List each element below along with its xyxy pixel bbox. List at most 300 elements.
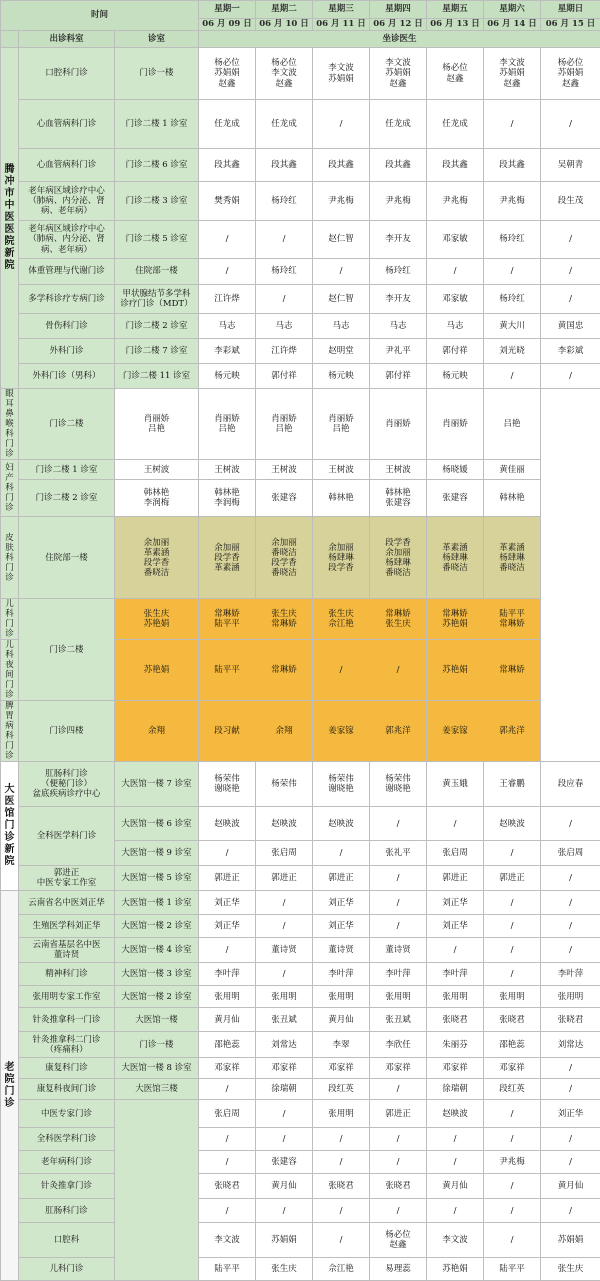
day-weekday: 星期六 (485, 4, 539, 14)
doctor-cell (199, 986, 256, 1008)
campus-label-line: 门 (1, 820, 18, 832)
doctor-cell (370, 701, 427, 762)
doctor-name-line: 段其鑫 (428, 160, 482, 170)
doctor-cell (427, 1079, 484, 1100)
doctor-cell (370, 1128, 427, 1151)
doctor-cell (199, 314, 256, 339)
doctor-name-line: 余翔 (116, 726, 197, 736)
doctor-name-line: 邓家祥 (257, 1063, 311, 1073)
table-row (1, 314, 600, 339)
doctor-cell (370, 866, 427, 891)
doctor-cell (427, 48, 484, 100)
doctor-name-line: 赵映波 (257, 819, 311, 829)
dept-cell: 生殖医学科刘正华 (19, 915, 115, 938)
room-cell: 大医馆一楼 2 诊室 (115, 915, 199, 938)
doctor-cell (370, 339, 427, 364)
doctor-name-line: 李叶萍 (314, 969, 368, 979)
doctor-cell (484, 149, 541, 182)
doctor-name-line: / (542, 1157, 599, 1167)
doctor-name-line: 段生茂 (542, 196, 599, 206)
table-row (1, 938, 600, 963)
doctor-cell (370, 182, 427, 221)
doctor-name-line: 李叶萍 (428, 969, 482, 979)
doctor-cell (370, 1199, 427, 1223)
doctor-name-line: 杨肆琳 (428, 553, 482, 563)
doctor-cell (427, 339, 484, 364)
doctor-cell (256, 1128, 313, 1151)
doctor-name-line: 郭进正 (314, 873, 368, 883)
doctor-name-line: 段其鑫 (257, 160, 311, 170)
doctor-cell (313, 1032, 370, 1058)
doctor-cell (427, 1058, 484, 1079)
doctor-name-line: 谢晓艳 (200, 784, 254, 794)
doctor-cell (427, 891, 484, 915)
doctor-name-line: 杨玲红 (257, 266, 311, 276)
doctor-name-line: 任龙成 (371, 119, 425, 129)
doctor-cell (541, 149, 600, 182)
doctor-name-line: 杨必位 (371, 1230, 425, 1240)
table-row (1, 389, 600, 460)
day-date: 06 月 09 日 (199, 19, 256, 31)
doctor-name-line: / (200, 945, 254, 955)
doctor-name-line: 李叶萍 (542, 969, 599, 979)
doctor-cell (370, 762, 427, 807)
doctor-cell (541, 100, 600, 149)
doctor-name-line: 邓家祥 (371, 1063, 425, 1073)
doctor-cell (256, 314, 313, 339)
doctor-name-line: 黄月仙 (428, 1181, 482, 1191)
doctor-name-line: / (257, 898, 311, 908)
doctor-name-line: / (542, 819, 599, 829)
doctor-name-line: 黄玉娥 (428, 779, 482, 789)
doctor-cell (484, 640, 541, 701)
doctor-name-line: / (542, 1063, 599, 1073)
doctor-name-line: 佘江艳 (314, 619, 368, 629)
doctor-cell (541, 1100, 600, 1128)
doctor-cell (313, 285, 370, 314)
doctor-cell (370, 364, 427, 389)
dept-cell: 骨伤科门诊 (19, 314, 115, 339)
dept-cell: 心血管病科门诊 (19, 100, 115, 149)
doctor-name-line: 任龙成 (200, 119, 254, 129)
doctor-cell (256, 149, 313, 182)
doctor-name-line: / (314, 1206, 368, 1216)
doctor-cell (199, 807, 256, 841)
doctor-cell (541, 1032, 600, 1058)
doctor-cell (313, 963, 370, 986)
doctor-cell (313, 339, 370, 364)
table-row (1, 517, 600, 599)
doctor-cell (313, 221, 370, 259)
doctor-name-line: 邓家祥 (485, 1063, 539, 1073)
doctor-name-line: 李彩斌 (542, 346, 599, 356)
doctor-name-line: / (485, 266, 539, 276)
time-header: 时间 (1, 1, 199, 31)
doctor-cell (199, 1100, 256, 1128)
doctor-name-line: / (314, 665, 368, 675)
doctor-name-line: 张建容 (428, 493, 482, 503)
doctor-cell (541, 339, 600, 364)
doctor-cell (256, 1058, 313, 1079)
doctor-name-line: 段其鑫 (200, 160, 254, 170)
doctor-name-line: 杨元映 (428, 371, 482, 381)
table-row (1, 460, 600, 480)
doctor-name-line: / (314, 1235, 368, 1245)
doctor-name-line: 郭付祥 (428, 346, 482, 356)
campus-label-line: 院 (1, 260, 18, 272)
dept-line: 肛肠科门诊 (20, 769, 113, 779)
room-cell: 大医馆一楼 8 诊室 (115, 1058, 199, 1079)
doctor-name-line: / (314, 119, 368, 129)
doctor-name-line: 黄月仙 (200, 1015, 254, 1025)
doctor-cell (484, 963, 541, 986)
doctor-name-line: / (485, 119, 539, 129)
doctor-name-line: 余加丽 (371, 548, 425, 558)
doctor-name-line: 苏娟娟 (371, 68, 425, 78)
table-row (1, 1199, 600, 1223)
doctor-name-line: 苏娟娟 (542, 68, 599, 78)
campus-label-line: 新 (1, 844, 18, 856)
doctor-name-line: 尹礼平 (371, 346, 425, 356)
table-row (1, 1151, 600, 1174)
doctor-name-line: / (542, 921, 599, 931)
doctor-cell (313, 314, 370, 339)
table-row (1, 1079, 600, 1100)
doctor-name-line: 李开友 (371, 234, 425, 244)
doctor-cell (370, 640, 427, 701)
doctor-name-line: 张生庆 (542, 1264, 599, 1274)
doctor-name-line: 张建容 (257, 493, 311, 503)
doctor-cell (115, 517, 199, 599)
doctor-name-line: 革素涵 (485, 543, 539, 553)
room-cell: 大医馆一楼 4 诊室 (115, 938, 199, 963)
doctor-name-line: / (428, 1157, 482, 1167)
doctor-name-line: 张生庆 (257, 609, 311, 619)
dept-line: （疼痛科） (20, 1045, 113, 1055)
doctor-name-line: 苏娟娟 (257, 1235, 311, 1245)
day-header (256, 1, 313, 19)
doctor-cell (115, 389, 199, 460)
room-cell: 门诊二楼 6 诊室 (115, 149, 199, 182)
campus-label-line: 门 (1, 1086, 18, 1098)
doctor-name-line: 张启周 (542, 848, 599, 858)
doctor-cell (484, 938, 541, 963)
doctor-cell (256, 1032, 313, 1058)
doctor-name-line: 邵艳蕊 (485, 1040, 539, 1050)
doctor-name-line: / (257, 921, 311, 931)
doctor-cell (484, 915, 541, 938)
doctor-cell (199, 285, 256, 314)
doctor-name-line: 张用明 (371, 992, 425, 1002)
doctor-name-line: 邓家敏 (428, 294, 482, 304)
doctor-name-line: 苏娟娟 (314, 74, 368, 84)
day-weekday: 星期三 (314, 4, 368, 14)
doctor-cell (256, 841, 313, 866)
doctor-cell (199, 938, 256, 963)
doctor-name-line: 黄大川 (485, 321, 539, 331)
doctor-name-line: 张丑斌 (371, 1015, 425, 1025)
doctor-name-line: 张用明 (200, 992, 254, 1002)
doctor-cell (199, 915, 256, 938)
doctor-cell (427, 938, 484, 963)
doctor-cell (427, 762, 484, 807)
doctor-name-line: 张晓君 (485, 1015, 539, 1025)
doctor-name-line: 赵映波 (428, 1109, 482, 1119)
doctor-name-line: / (371, 1134, 425, 1144)
campus-label-line: 医 (1, 796, 18, 808)
doctor-cell (256, 389, 313, 460)
doctor-name-line: 苏娟娟 (542, 1235, 599, 1245)
doctor-name-line: 苏艳娟 (116, 619, 197, 629)
dept-cell: 全科医学科门诊 (19, 807, 115, 866)
room-line: 诊疗门诊（MDT） (116, 299, 197, 309)
doctor-cell (541, 259, 600, 285)
doctor-name-line: 韩林艳 (200, 488, 254, 498)
table-row (1, 149, 600, 182)
doctor-name-line: / (542, 1134, 599, 1144)
doctor-name-line: / (428, 1206, 482, 1216)
doctor-name-line: / (200, 1206, 254, 1216)
dept-line: 郭进正 (20, 868, 113, 878)
doctor-cell (484, 1032, 541, 1058)
doctor-name-line: 尹兆梅 (428, 196, 482, 206)
doctor-name-line: 苏艳娟 (428, 1264, 482, 1274)
doctor-cell (541, 1151, 600, 1174)
doctor-name-line: 谢晓艳 (371, 784, 425, 794)
dept-cell: 针灸推拿科一门诊 (19, 1008, 115, 1032)
doctor-cell (313, 1079, 370, 1100)
doctor-cell (370, 1223, 427, 1258)
doctor-cell (199, 762, 256, 807)
doctor-cell (484, 1079, 541, 1100)
doctor-name-line: 黄月仙 (314, 1015, 368, 1025)
doctor-name-line: 革素涵 (116, 548, 197, 558)
room-cell: 大医馆一楼 9 诊室 (115, 841, 199, 866)
doctor-name-line: 姜家镓 (428, 726, 482, 736)
day-weekday: 星期日 (542, 4, 599, 14)
doctor-name-line: 吴朝青 (542, 160, 599, 170)
doctor-name-line: 郭进正 (257, 873, 311, 883)
doctor-name-line: 李文波 (428, 1235, 482, 1245)
dept-cell: 口腔科 (19, 1223, 115, 1258)
doctor-name-line: 苏艳娟 (116, 665, 197, 675)
doctor-name-line: / (542, 873, 599, 883)
doctor-name-line: / (485, 921, 539, 931)
doctor-cell (484, 480, 541, 517)
day-weekday: 星期四 (371, 4, 425, 14)
day-header (370, 1, 427, 19)
doctor-cell (541, 963, 600, 986)
dept-header: 出诊科室 (19, 31, 115, 48)
table-row (1, 807, 600, 841)
doctor-cell (256, 891, 313, 915)
doctor-cell (313, 762, 370, 807)
doctor-name-line: 番晓洁 (428, 563, 482, 573)
doctor-cell (313, 1258, 370, 1281)
doctor-cell (256, 1223, 313, 1258)
room-cell: 门诊二楼 1 诊室 (19, 460, 115, 480)
doctor-cell (370, 1008, 427, 1032)
room-cell: 门诊二楼 11 诊室 (115, 364, 199, 389)
doctor-cell (541, 285, 600, 314)
doctor-cell (256, 285, 313, 314)
dept-cell (19, 866, 115, 891)
doctor-cell (199, 701, 256, 762)
dept-cell: 全科医学科门诊 (19, 1128, 115, 1151)
doctor-name-line: 张晓君 (200, 1181, 254, 1191)
doctor-name-line: 杨元映 (314, 371, 368, 381)
doctor-name-line: 李润梅 (116, 498, 197, 508)
doctor-cell (541, 891, 600, 915)
doctor-cell (370, 1079, 427, 1100)
doctor-cell (313, 1223, 370, 1258)
table-row (1, 1174, 600, 1199)
doctor-cell (484, 1174, 541, 1199)
room-cell: 门诊二楼 2 诊室 (115, 314, 199, 339)
doctor-cell (115, 640, 199, 701)
doctor-cell (256, 48, 313, 100)
doctor-name-line: 王树波 (200, 465, 254, 475)
doctor-name-line: 张用明 (485, 992, 539, 1002)
doctor-name-line: / (257, 969, 311, 979)
doctor-name-line: 革素涵 (428, 543, 482, 553)
doctor-name-line: 苏艳娟 (428, 665, 482, 675)
doctor-cell (256, 1100, 313, 1128)
doctor-name-line: 赵明堂 (314, 346, 368, 356)
doctor-name-line: 黄月仙 (542, 1181, 599, 1191)
doctor-cell (484, 285, 541, 314)
doctor-cell (256, 1151, 313, 1174)
dept-cell: 外科门诊 (19, 339, 115, 364)
doctor-cell (427, 517, 484, 599)
doctor-name-line: 赵映波 (314, 819, 368, 829)
doctor-cell (427, 986, 484, 1008)
doctor-cell (313, 364, 370, 389)
doctor-name-line: 董诗贤 (371, 945, 425, 955)
doctor-cell (313, 1174, 370, 1199)
doctor-name-line: 张用明 (257, 992, 311, 1002)
doctor-name-line: 徐瑞朝 (428, 1084, 482, 1094)
doctor-cell (313, 599, 370, 640)
doctor-cell (313, 100, 370, 149)
table-row (1, 1258, 600, 1281)
dept-cell: 肛肠科门诊 (19, 1199, 115, 1223)
doctor-cell (370, 314, 427, 339)
doctor-cell (256, 1079, 313, 1100)
doctor-cell (541, 915, 600, 938)
doctor-name-line: 吕艳 (200, 424, 254, 434)
doctor-cell (427, 841, 484, 866)
table-row (1, 259, 600, 285)
room-cell: 门诊二楼 2 诊室 (19, 480, 115, 517)
doctor-cell (313, 48, 370, 100)
campus-label-line: 市 (1, 188, 18, 200)
doctor-cell (313, 1128, 370, 1151)
doctor-cell (427, 1174, 484, 1199)
doctor-cell (484, 460, 541, 480)
doctor-cell (313, 1008, 370, 1032)
doctor-name-line: 郭兆洋 (371, 726, 425, 736)
campus-label-line: 冲 (1, 176, 18, 188)
doctor-cell (256, 938, 313, 963)
doctor-cell (313, 807, 370, 841)
room-cell: 门诊二楼 (19, 599, 115, 701)
doctor-name-line: 刘正华 (314, 898, 368, 908)
doctor-cell (427, 100, 484, 149)
room-cell: 大医馆一楼 (115, 1008, 199, 1032)
doctor-name-line: 邵艳蕊 (200, 1040, 254, 1050)
doctor-cell (313, 915, 370, 938)
doctor-name-line: 任龙成 (257, 119, 311, 129)
doctor-name-line: 赵鑫 (485, 79, 539, 89)
doctor-name-line: / (371, 1206, 425, 1216)
doctor-cell (199, 640, 256, 701)
campus-label-line: 诊 (1, 832, 18, 844)
doctor-name-line: 余加丽 (257, 538, 311, 548)
doctor-name-line: / (542, 119, 599, 129)
campus-label-line: 院 (1, 1074, 18, 1086)
doctor-cell (370, 259, 427, 285)
doctor-cell (370, 1100, 427, 1128)
doctor-cell (256, 915, 313, 938)
doctor-name-line: / (542, 294, 599, 304)
table-row (1, 891, 600, 915)
dept-cell: 体重管理与代谢门诊 (19, 259, 115, 285)
doctor-cell (199, 891, 256, 915)
campus-label-line: 医 (1, 212, 18, 224)
dept-cell: 康复科夜间门诊 (19, 1079, 115, 1100)
doctor-cell (199, 963, 256, 986)
doctor-cell (427, 221, 484, 259)
dept-cell: 张用明专家工作室 (19, 986, 115, 1008)
day-header (313, 1, 370, 19)
doctor-cell (256, 221, 313, 259)
doctor-cell (427, 182, 484, 221)
doctor-cell (313, 640, 370, 701)
doctor-cell (484, 701, 541, 762)
doctor-name-line: 尹兆梅 (485, 1157, 539, 1167)
doctor-cell (427, 1032, 484, 1058)
doctor-cell (484, 841, 541, 866)
doctor-name-line: / (314, 1134, 368, 1144)
dept-cell (19, 1032, 115, 1058)
table-row (1, 100, 600, 149)
doctor-cell (199, 866, 256, 891)
doctor-name-line: 苏娟娟 (200, 68, 254, 78)
room-cell: 大医馆三楼 (115, 1079, 199, 1100)
doctor-name-line: 邓家祥 (428, 1063, 482, 1073)
doctor-cell (370, 517, 427, 599)
table-row (1, 701, 600, 762)
day-date: 06 月 13 日 (427, 19, 484, 31)
doctor-cell (313, 259, 370, 285)
day-date: 06 月 15 日 (541, 19, 600, 31)
doctor-name-line: 余加丽 (314, 543, 368, 553)
doctor-cell (427, 1100, 484, 1128)
doctor-cell (199, 259, 256, 285)
doctor-name-line: 刘正华 (428, 921, 482, 931)
doctor-cell (199, 364, 256, 389)
doctor-name-line: 佘江艳 (314, 1264, 368, 1274)
doctor-cell (199, 1174, 256, 1199)
campus-label-line: 馆 (1, 808, 18, 820)
doctor-name-line: 杨必位 (428, 63, 482, 73)
doctor-name-line: 张生庆 (116, 609, 197, 619)
doctor-name-line: 郭兆洋 (485, 726, 539, 736)
doctor-name-line: 番晓洁 (257, 548, 311, 558)
doctor-cell (256, 986, 313, 1008)
room-cell (115, 285, 199, 314)
